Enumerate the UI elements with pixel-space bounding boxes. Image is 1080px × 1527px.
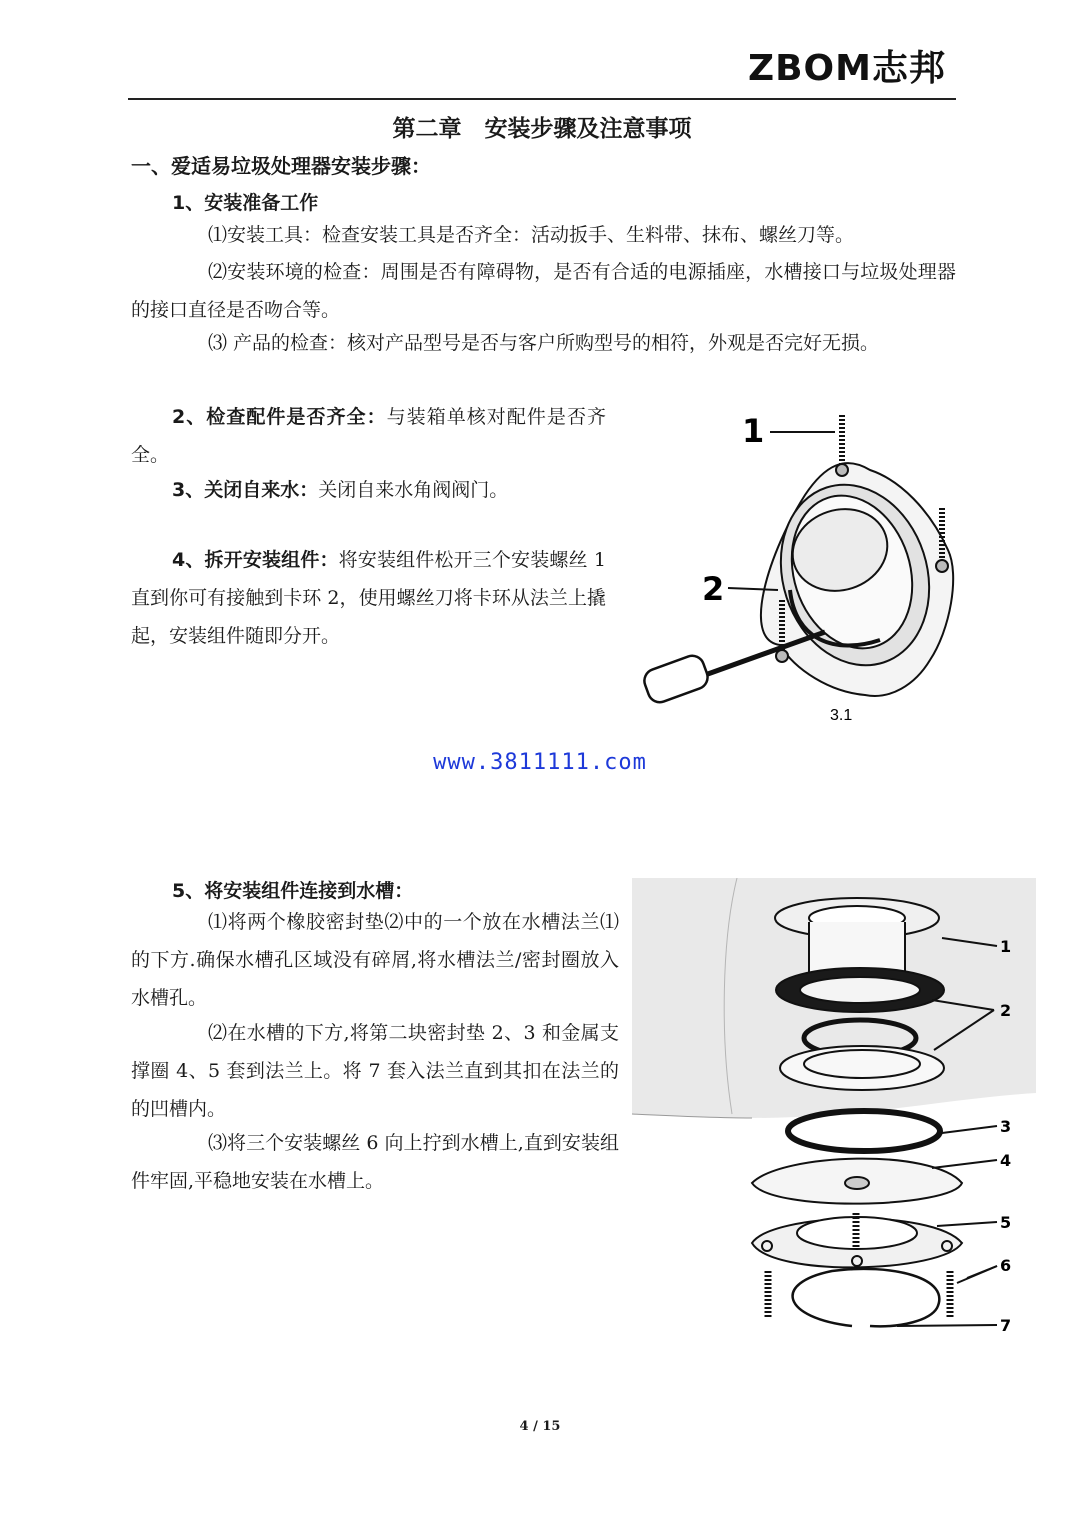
- chapter-title: 第二章 安装步骤及注意事项: [392, 116, 692, 142]
- figure-1-label-1: 1: [742, 412, 765, 450]
- step-2-text: 与装箱单核对配件是否齐全。: [131, 406, 606, 466]
- sink-mount-exploded-diagram: [632, 878, 1036, 1338]
- figure-2-label-1: 1: [1000, 937, 1012, 956]
- step-5-heading: 5、将安装组件连接到水槽：: [172, 880, 414, 902]
- step-5-item-3: ⑶将三个安装螺丝 6 向上拧到水槽上,直到安装组件牢固,平稳地安装在水槽上。: [131, 1132, 619, 1192]
- figure-2-label-7: 7: [1000, 1316, 1012, 1335]
- step-4-text: 将安装组件松开三个安装螺丝 1 直到你可有接触到卡环 2，使用螺丝刀将卡环从法兰上撬起，安装组件随即分开。: [131, 549, 606, 647]
- step-3-lead: 3、关闭自来水：: [172, 479, 319, 501]
- figure-2-label-5: 5: [1000, 1213, 1012, 1232]
- flange-diagram: [630, 400, 960, 730]
- step-4-lead: 4、拆开安装组件：: [172, 549, 339, 571]
- step-1-item-3: ⑶ 产品的检查：核对产品型号是否与客户所购型号的相符，外观是否完好无损。: [208, 332, 880, 354]
- step-4-paragraph: [131, 541, 606, 655]
- zbom-logo: ZBOM志邦: [748, 48, 946, 89]
- watermark-url: www.3811111.com: [433, 750, 647, 775]
- figure-1-label-2: 2: [702, 570, 725, 608]
- step-5-item-1: ⑴将两个橡胶密封垫⑵中的一个放在水槽法兰⑴的下方.确保水槽孔区域没有碎屑,将水槽法兰/密封圈放入水槽孔。: [131, 911, 619, 1009]
- figure-2-label-4: 4: [1000, 1151, 1012, 1170]
- page-number: 4 / 15: [519, 1419, 561, 1434]
- figure-2-label-6: 6: [1000, 1256, 1012, 1275]
- step-1-item-2: ⑵安装环境的检查：周围是否有障碍物，是否有合适的电源插座，水槽接口与垃圾处理器的接口直径是否吻合等。: [131, 261, 956, 321]
- section-heading: 一、爱适易垃圾处理器安装步骤：: [131, 154, 431, 178]
- figure-2-label-2: 2: [1000, 1001, 1012, 1020]
- step-5-item-2: ⑵在水槽的下方,将第二块密封垫 2、3 和金属支撑圈 4、5 套到法兰上。将 7 套入法兰直到其扣在法兰的的凹槽内。: [131, 1022, 619, 1120]
- step-1-heading: 1、安装准备工作: [172, 192, 319, 214]
- figure-1-caption: 3.1: [830, 707, 853, 724]
- step-2-lead: 2、检查配件是否齐全：: [172, 406, 387, 428]
- step-3-paragraph: [131, 471, 606, 509]
- step-1-item-1: ⑴安装工具：检查安装工具是否齐全：活动扳手、生料带、抹布、螺丝刀等。: [208, 224, 855, 246]
- step-3-text: 关闭自来水角阀阀门。: [318, 479, 509, 501]
- step-2-paragraph: [131, 398, 606, 474]
- header-divider: [128, 98, 956, 100]
- figure-2-label-3: 3: [1000, 1117, 1012, 1136]
